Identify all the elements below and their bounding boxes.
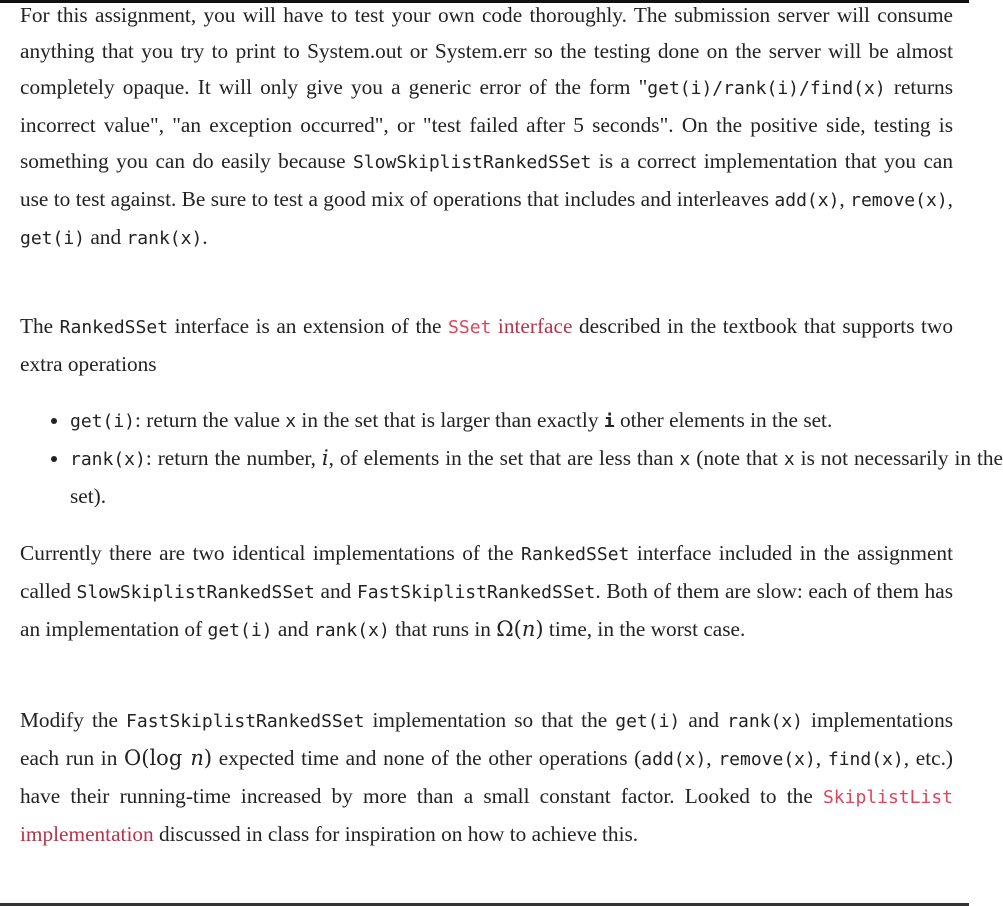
text: . xyxy=(202,225,208,249)
text: The xyxy=(20,314,60,338)
text: For this assignment, you will have to test your own code thoroughly. The submission server will consume anything that you try to print to System.out or System.err so the testing done on the server will be almost completely opaque. It will only give you a generic error of the form " xyxy=(20,3,953,99)
text: , xyxy=(706,746,719,770)
code-get: get(i) xyxy=(20,228,86,249)
text: returns incorrect value", "an exception occurred", or "test failed after 5 seconds". On the positive side, testing is something you can do easily because xyxy=(20,75,953,173)
text: , xyxy=(815,746,828,770)
code-rank: rank(x) xyxy=(313,620,390,641)
math-paren: ) xyxy=(203,746,213,770)
text: interface is an extension of the xyxy=(168,314,449,338)
text: : return the number, xyxy=(145,446,322,470)
paragraph-modify xyxy=(20,702,953,852)
math-n: n xyxy=(521,617,536,641)
code-rank: rank(x) xyxy=(126,228,203,249)
code-fast-skiplist: FastSkiplistRankedSSet xyxy=(126,711,365,732)
code-rank: rank(x) xyxy=(70,449,146,470)
text: time, in the worst case. xyxy=(543,617,746,641)
code-get: get(i) xyxy=(70,411,136,432)
text: is a correct implementation that you can use to test against. Be sure to test a good mix of operations that includes and interleaves xyxy=(20,149,954,211)
text: Modify the xyxy=(20,708,127,732)
text: interface included in the assignment called xyxy=(20,541,953,603)
math-o-log-n xyxy=(124,746,212,770)
text: implementations each run in xyxy=(20,708,954,770)
code-get-rank-find: get(i)/rank(i)/find(x) xyxy=(647,78,886,99)
text: is not necessarily in the set). xyxy=(70,446,1003,508)
code-remove: remove(x) xyxy=(850,190,948,211)
code-add: add(x) xyxy=(774,190,840,211)
link-code: SkiplistList xyxy=(822,787,953,808)
code-x: x xyxy=(783,449,795,470)
text: , xyxy=(839,187,851,211)
text: and xyxy=(272,617,314,641)
code-find: find(x) xyxy=(827,749,904,770)
paragraph-interface xyxy=(20,308,953,382)
math-i: i xyxy=(321,446,329,470)
text: in the set that is larger than exactly xyxy=(296,408,604,432)
code-slow-skiplist: SlowSkiplistRankedSSet xyxy=(352,152,592,173)
code-rankedsset: RankedSSet xyxy=(521,544,630,565)
text: , xyxy=(947,187,953,211)
math-o-log: O(log xyxy=(124,746,191,770)
link-code: SSet xyxy=(448,317,492,338)
text: and xyxy=(85,225,127,249)
text: other elements in the set. xyxy=(614,408,833,432)
math-paren: ) xyxy=(535,617,544,641)
math-n: n xyxy=(190,746,204,770)
code-get: get(i) xyxy=(207,620,273,641)
code-i: i xyxy=(603,411,615,432)
text: : return the value xyxy=(135,408,286,432)
text: Currently there are two identical implementations of the xyxy=(20,541,521,565)
code-rankedsset: RankedSSet xyxy=(59,317,169,338)
math-omega: Ω( xyxy=(496,617,522,641)
code-x: x xyxy=(679,449,691,470)
text: that runs in xyxy=(389,617,497,641)
code-rank: rank(x) xyxy=(727,711,803,732)
link-text: interface xyxy=(491,314,573,338)
text: , of elements in the set that are less than xyxy=(328,446,680,470)
text: and xyxy=(680,708,728,732)
code-get: get(i) xyxy=(615,711,681,732)
paragraph-current-implementations xyxy=(20,535,953,649)
text: discussed in class for inspiration on how to achieve this. xyxy=(153,822,639,846)
text: expected time and none of the other operations ( xyxy=(212,746,642,770)
text: described in the textbook that supports two extra operations xyxy=(20,314,953,376)
text: (note that xyxy=(690,446,784,470)
paragraph-testing xyxy=(20,0,953,257)
operations-list xyxy=(20,402,1003,514)
sset-interface-link[interactable] xyxy=(448,314,572,338)
code-slow-skiplist: SlowSkiplistRankedSSet xyxy=(76,582,315,603)
text: , etc.) have their running-time increased by more than a small constant factor. Looked to the xyxy=(20,746,953,808)
code-x: x xyxy=(285,411,297,432)
list-item-get xyxy=(70,402,1003,440)
text: . Both of them are slow: each of them has an implementation of xyxy=(20,579,953,641)
code-fast-skiplist: FastSkiplistRankedSSet xyxy=(356,582,596,603)
text: implementation so that the xyxy=(364,708,616,732)
list-item-rank xyxy=(70,440,1003,514)
code-remove: remove(x) xyxy=(718,749,816,770)
code-add: add(x) xyxy=(641,749,707,770)
math-omega-n xyxy=(496,617,543,641)
text: and xyxy=(314,579,357,603)
link-text: implementation xyxy=(20,822,154,846)
